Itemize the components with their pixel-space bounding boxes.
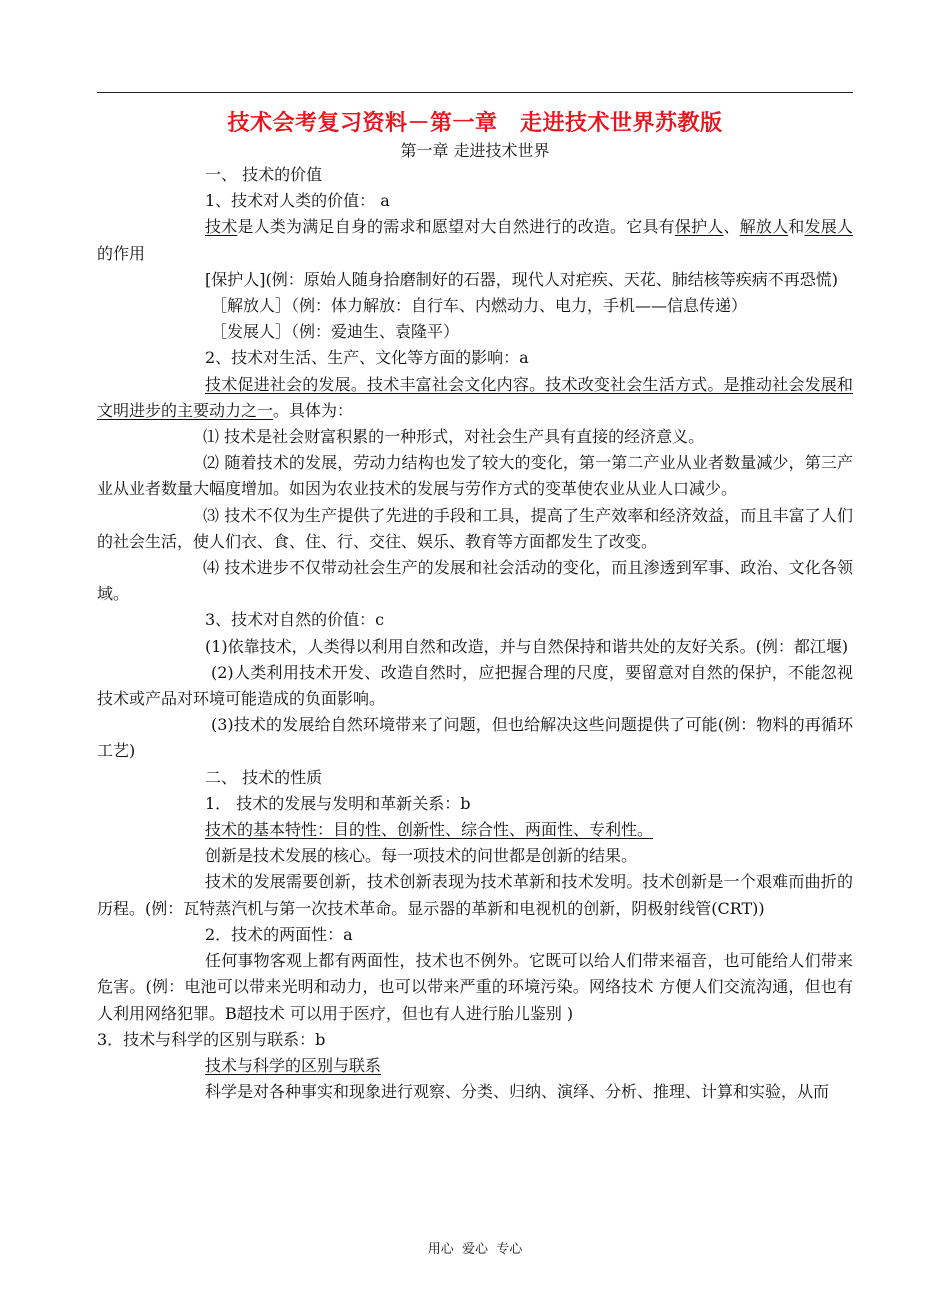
text-run: 和 xyxy=(788,217,805,237)
text-run: 、 xyxy=(723,217,740,237)
text-run: 3．技术与科学的区别与联系：b xyxy=(97,1029,326,1049)
text-run: 。具体为： xyxy=(273,400,354,420)
underlined-text: 解放人 xyxy=(739,217,789,237)
text-run: ［发展人］（例：爱迪生、袁隆平） xyxy=(211,322,460,342)
text-run: (1)依靠技术，人类得以利用自然和改造，并与自然保持和谐共处的友好关系。(例：都江堰) xyxy=(205,636,849,656)
document-body xyxy=(97,162,853,1105)
text-run: 创新是技术发展的核心。每一项技术的问世都是创新的结果。 xyxy=(205,846,638,866)
underlined-text: 技术 xyxy=(205,217,238,237)
paragraph xyxy=(97,450,853,502)
paragraph xyxy=(97,424,853,450)
header-rule xyxy=(97,92,853,93)
paragraph xyxy=(97,712,853,764)
text-run: ［解放人］（例：体力解放：自行车、内燃动力、电力，手机——信息传递） xyxy=(211,296,748,316)
paragraph xyxy=(97,267,853,293)
paragraph xyxy=(97,372,853,424)
text-run: 2、技术对生活、生产、文化等方面的影响：a xyxy=(205,348,529,368)
text-run: 1． 技术的发展与发明和革新关系：b xyxy=(205,793,471,813)
paragraph xyxy=(97,948,853,1027)
paragraph xyxy=(97,660,853,712)
paragraph xyxy=(97,1027,853,1053)
underlined-text: 技术与科学的区别与联系 xyxy=(205,1055,382,1075)
paragraph xyxy=(97,765,853,791)
text-run: (2)人类利用技术开发、改造自然时，应把握合理的尺度，要留意对自然的保护，不能忽视技术或产品对环境可能造成的负面影响。 xyxy=(97,662,853,709)
text-run: [保护人](例：原始人随身拾磨制好的石器，现代人对疟疾、天花、肺结核等疾病不再恐慌) xyxy=(205,269,838,289)
paragraph xyxy=(97,503,853,555)
text-run: 任何事物客观上都有两面性，技术也不例外。它既可以给人们带来福音，也可能给人们带来危害。(例：电池可以带来光明和动力，也可以带来严重的环境污染。网络技术 方便人们交流沟通，但也有人利用网络犯罪。B超技术 可以用于医疗，但也有人进行胎儿鉴别 ) xyxy=(97,951,853,1023)
text-run: 的作用 xyxy=(97,243,146,263)
text-run: 技术的发展需要创新，技术创新表现为技术革新和技术发明。技术创新是一个艰难而曲折的历程。(例：瓦特蒸汽机与第一次技术革命。显示器的革新和电视机的创新，阴极射线管(CRT)) xyxy=(97,872,853,918)
page-footer: 用心 爱心 专心 xyxy=(427,1242,523,1257)
text-run: 1、技术对人类的价值： a xyxy=(205,191,390,211)
paragraph xyxy=(97,345,853,371)
underlined-text: 技术的基本特性：目的性、创新性、综合性、两面性、专利性。 xyxy=(205,820,654,840)
underlined-text: 技术促进社会的发展。技术丰富社会文化内容。技术改变社会生活方式。是推动社会发展和文明进步的主要动力之一 xyxy=(97,374,853,420)
paragraph xyxy=(97,607,853,633)
text-run: ⑴ 技术是社会财富积累的一种形式，对社会生产具有直接的经济意义。 xyxy=(203,427,705,447)
underlined-text: 发展人 xyxy=(804,217,853,237)
text-run: 2．技术的两面性：a xyxy=(205,924,353,944)
text-run: 一、 技术的价值 xyxy=(205,165,323,184)
text-run: ⑷ 技术进步不仅带动社会生产的发展和社会活动的变化，而且渗透到军事、政治、文化各领域。 xyxy=(97,558,853,604)
paragraph xyxy=(97,1053,853,1079)
paragraph xyxy=(97,922,853,948)
text-run: 是人类为满足自身的需求和愿望对大自然进行的改造。它具有 xyxy=(237,217,675,237)
text-run: (3)技术的发展给自然环境带来了问题，但也给解决这些问题提供了可能(例：物料的再循环工艺) xyxy=(97,715,853,761)
text-run: 3、技术对自然的价值：c xyxy=(205,610,385,630)
document-title: 技术会考复习资料－第一章 走进技术世界苏教版 xyxy=(227,110,723,136)
paragraph xyxy=(97,188,853,214)
paragraph xyxy=(97,869,853,921)
underlined-text: 保护人 xyxy=(674,217,724,237)
text-run: ⑵ 随着技术的发展，劳动力结构也发了较大的变化，第一第二产业从业者数量减少，第三产业从业者数量大幅度增加。如因为农业技术的发展与劳作方式的变革使农业从业人口减少。 xyxy=(97,453,853,499)
paragraph xyxy=(97,791,853,817)
paragraph xyxy=(97,843,853,869)
paragraph xyxy=(97,817,853,843)
paragraph xyxy=(97,634,853,660)
paragraph xyxy=(97,1079,853,1105)
paragraph xyxy=(97,555,853,607)
text-run: ⑶ 技术不仅为生产提供了先进的手段和工具，提高了生产效率和经济效益，而且丰富了人们的社会生活，使人们衣、食、住、行、交往、娱乐、教育等方面都发生了改变。 xyxy=(97,505,853,551)
text-run: 二、 技术的性质 xyxy=(205,767,323,787)
paragraph xyxy=(97,319,853,345)
paragraph xyxy=(97,162,853,188)
text-run: 科学是对各种事实和现象进行观察、分类、归纳、演绎、分析、推理、计算和实验，从而 xyxy=(205,1082,830,1102)
paragraph xyxy=(97,214,853,266)
paragraph xyxy=(97,293,853,319)
chapter-subtitle: 第一章 走进技术世界 xyxy=(400,141,550,160)
